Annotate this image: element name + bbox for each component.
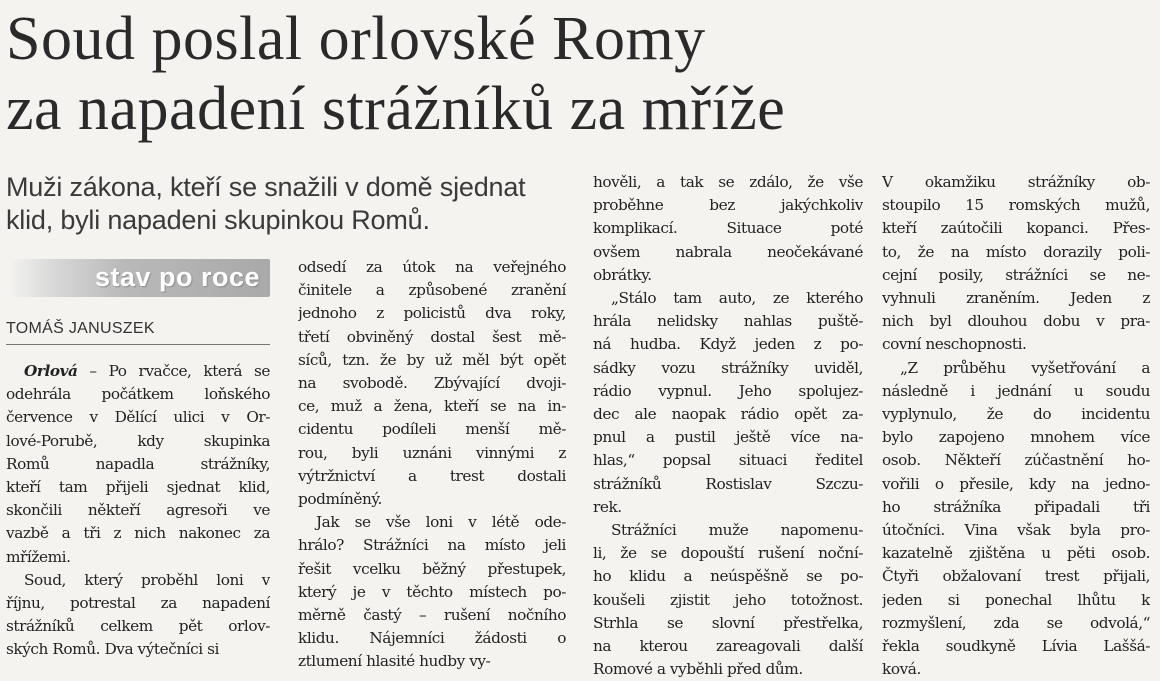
text-line: pnul a pustil ještě více na- (593, 428, 863, 447)
text-line: covní neschopnosti. (882, 335, 1027, 354)
text-line: proběhne bez jakýchkoliv (593, 196, 863, 215)
text-line: kteří tam přijeli sjednat klid, (6, 478, 270, 497)
text-line: útočníci. Vina však byla pro- (882, 521, 1150, 540)
text-line: hověli, a tak se zdálo, že vše (593, 173, 863, 191)
text-line: V okamžiku strážníky ob- (882, 173, 1150, 191)
text-line: ho strážníka připadali tři (882, 497, 1150, 516)
text-line: ná hudba. Když jeden z po- (593, 335, 863, 354)
text-line: na svobodě. Zbývající dvoji- (298, 374, 566, 393)
text-line: síců, tzn. že by už měl být opět (298, 350, 566, 369)
text-line: vazbě a tři z nich nakonec za (6, 524, 270, 543)
text-line: „Stálo tam auto, ze kterého (611, 289, 863, 308)
text-line: hrálo? Strážníci na místo jeli (298, 536, 566, 555)
text-line (6, 360, 270, 383)
text-line: kazatelně zjištěna u pěti osob. (882, 544, 1150, 563)
text-line: odehrála počátkem loňského (6, 385, 270, 404)
text-line: osob. Někteří zúčastnění ho- (882, 451, 1150, 470)
text-line: hlas,“ popsal situaci ředitel (593, 451, 863, 470)
text-line: vořili o přesile, kdy na jedno- (882, 474, 1150, 493)
text-line: strážníků Rostislav Szczu- (593, 474, 863, 493)
text-line: li, že se dopouští rušení noční- (593, 544, 863, 563)
text-line: cidentu podíleli menší mě- (298, 420, 566, 439)
text-line: Čtyři obžalovaní trest přijali, (882, 567, 1150, 586)
headline-line-1: Soud poslal orlovské Romy (6, 5, 706, 73)
text-line: podmíněný. (298, 490, 382, 509)
text-line: ková. (882, 660, 921, 679)
article-column-4 (882, 171, 1150, 681)
text-line: ztlumení hlasité hudby vy- (298, 652, 491, 671)
text-line: který je v těchto místech po- (298, 582, 566, 601)
lead-paragraph (6, 171, 576, 237)
headline-line-2: za napadení strážníků za mříže (6, 75, 786, 143)
text-line: výtržnictví a trest dostali (298, 466, 566, 485)
text-line: na kterou zareagovali další (593, 637, 863, 656)
article-column-3 (593, 171, 863, 681)
article-column-1 (6, 360, 270, 662)
dateline: Orlová (24, 362, 78, 380)
text-line: ce, muž a žena, kteří se na in- (298, 397, 566, 416)
text-line: sádky vozu strážníky uviděl, (593, 358, 863, 377)
text-line: mřížemi. (6, 547, 71, 566)
text-line: Romů napadla strážníky, (6, 454, 270, 473)
text-line: jeden si ponechal lhůtu k (882, 590, 1150, 609)
text-line: vyhnuli zraněním. Jeden z (882, 289, 1150, 308)
text-line: bylo zapojeno mnohem více (882, 428, 1150, 447)
headline (6, 4, 785, 144)
text-line: komplikací. Situace poté (593, 219, 863, 238)
text-line: července v Dělící ulici v Or- (6, 408, 270, 427)
text-line: říjnu, potrestal za napadení (6, 594, 270, 613)
text-line: činitele a způsobené zranění (298, 281, 566, 300)
text-line: rek. (593, 497, 622, 516)
text-line: následně i jednání u soudu (882, 381, 1150, 400)
text-line: klidu. Nájemníci žádosti o (298, 629, 566, 648)
section-rubric-banner (6, 259, 270, 297)
text-line: „Z průběhu vyšetřování a (900, 358, 1150, 377)
text-line: rádio vypnul. Jeho spolujez- (593, 381, 863, 400)
lead-line-2: klid, byli napadeni skupinkou Romů. (6, 205, 430, 235)
text-line: ských Romů. Dva výtečníci si (6, 640, 219, 659)
rubric-label: stav po roce (94, 262, 260, 292)
text-line: ho klidu a neúspěšně se po- (593, 567, 863, 586)
text-line: vyplynulo, že do incidentu (882, 405, 1150, 424)
text-line: nich byl dlouhou dobu v pra- (882, 312, 1150, 331)
text-line: Strážníci muže napomenu- (611, 521, 863, 540)
text-line: rou, byli uznáni vinnými z (298, 443, 566, 462)
text-line: Romové a vyběhli před dům. (593, 660, 803, 679)
text-line-rest: – Po rvačce, která se (77, 362, 270, 380)
text-line: Soud, který proběhl loni v (24, 570, 270, 589)
author-byline: TOMÁŠ JANUSZEK (6, 320, 270, 345)
text-line: cejní posily, strážníci se ne- (882, 265, 1150, 284)
text-line: odsedí za útok na veřejného (298, 258, 566, 276)
text-line: Strhla se slovní přestřelka, (593, 613, 863, 632)
text-line: lové-Porubě, kdy skupinka (6, 431, 270, 450)
article-column-2 (298, 256, 566, 674)
text-line: dec ale naopak rádio opět za- (593, 405, 863, 424)
text-line: ovšem nabrala neočekávané (593, 242, 863, 261)
text-line: rozmyšlení, zda se odvolá,“ (882, 613, 1150, 632)
text-line: obrátky. (593, 265, 652, 284)
text-line: hrála nelidsky nahlas puště- (593, 312, 863, 331)
text-line: stoupilo 15 romských mužů, (882, 196, 1150, 215)
text-line: to, že na místo dorazily poli- (882, 242, 1150, 261)
lead-line-1: Muži zákona, kteří se snažili v domě sjednat (6, 172, 526, 202)
text-line: skončili někteří agresoři ve (6, 501, 270, 520)
text-line: řešit vcelku běžný přestupek, (298, 559, 566, 578)
text-line: jednoho z policistů dva roky, (298, 304, 566, 323)
text-line: třetí obviněný dostal šest mě- (298, 327, 566, 346)
text-line: řekla soudkyně Lívia Laššá- (882, 637, 1150, 656)
text-line: kteří zaútočili kopanci. Přes- (882, 219, 1150, 238)
text-line: Jak se vše loni v létě ode- (316, 513, 566, 532)
text-line: koušeli zjistit jeho totožnost. (593, 590, 863, 609)
text-line: strážníků celkem pět orlov- (6, 617, 270, 636)
text-line: měrně častý – rušení nočního (298, 606, 566, 625)
